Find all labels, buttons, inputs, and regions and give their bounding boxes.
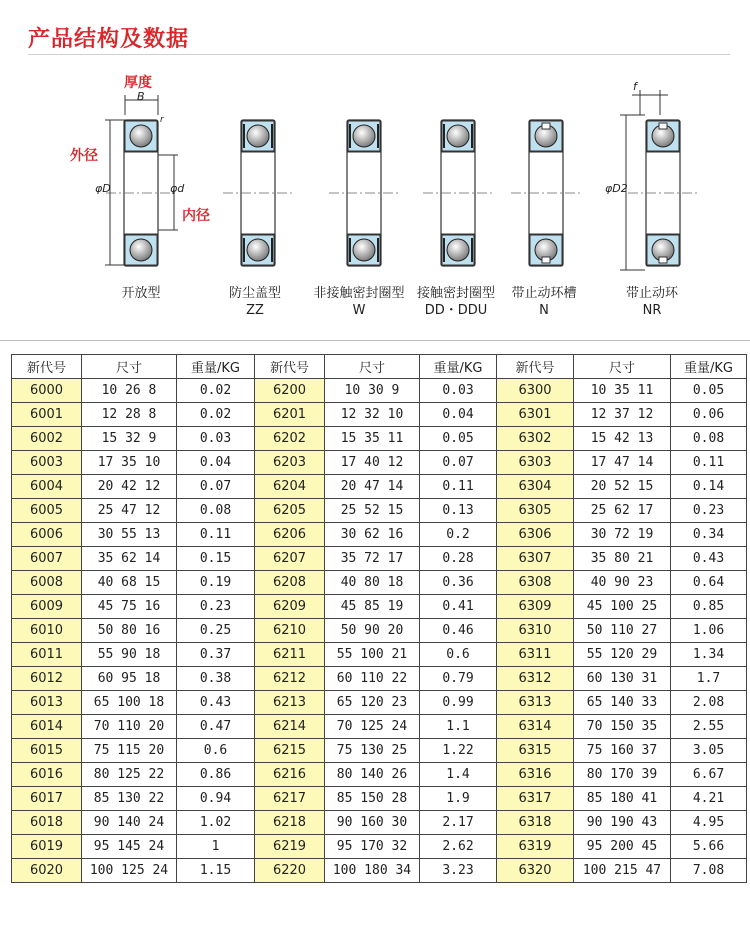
table-row — [12, 811, 747, 835]
dimension-d2-label: φD2 — [605, 182, 628, 195]
groove-nr — [659, 123, 667, 129]
cell-size: 90 140 24 — [82, 811, 177, 835]
cell-size: 17 40 12 — [325, 451, 420, 475]
cell-code: 6017 — [12, 787, 82, 811]
header-weight-1: 重量/KG — [177, 355, 255, 379]
header-weight-2: 重量/KG — [420, 355, 497, 379]
groove-n — [542, 257, 550, 263]
table-row — [12, 547, 747, 571]
cell-size: 40 68 15 — [82, 571, 177, 595]
dimension-bore-label: φd — [170, 182, 185, 195]
table-row — [12, 499, 747, 523]
cell-size: 12 28 8 — [82, 403, 177, 427]
cell-weight: 0.11 — [177, 523, 255, 547]
cell-weight: 3.05 — [671, 739, 747, 763]
ball-w — [353, 125, 375, 147]
table-row — [12, 379, 747, 403]
dimension-f-label: f — [633, 80, 637, 93]
cell-size: 40 80 18 — [325, 571, 420, 595]
cell-code: 6203 — [255, 451, 325, 475]
groove-nr — [659, 257, 667, 263]
cell-code: 6005 — [12, 499, 82, 523]
cell-code: 6010 — [12, 619, 82, 643]
cell-size: 10 30 9 — [325, 379, 420, 403]
cell-weight: 0.07 — [177, 475, 255, 499]
cell-weight: 0.14 — [671, 475, 747, 499]
cell-code: 6209 — [255, 595, 325, 619]
cell-code: 6217 — [255, 787, 325, 811]
cell-weight: 0.2 — [420, 523, 497, 547]
type-label-zz: 防尘盖型 ZZ — [228, 286, 281, 318]
cell-weight: 0.15 — [177, 547, 255, 571]
cell-size: 55 120 29 — [574, 643, 671, 667]
cell-weight: 0.04 — [420, 403, 497, 427]
inner-diameter-label: 内径 — [182, 208, 210, 224]
cell-code: 6219 — [255, 835, 325, 859]
cell-code: 6013 — [12, 691, 82, 715]
cell-size: 20 52 15 — [574, 475, 671, 499]
cell-size: 65 120 23 — [325, 691, 420, 715]
cell-size: 15 32 9 — [82, 427, 177, 451]
cell-weight: 0.85 — [671, 595, 747, 619]
table-row — [12, 763, 747, 787]
header-size-3: 尺寸 — [574, 355, 671, 379]
cell-size: 25 62 17 — [574, 499, 671, 523]
header-size-2: 尺寸 — [325, 355, 420, 379]
cell-code: 6014 — [12, 715, 82, 739]
cell-code: 6011 — [12, 643, 82, 667]
cell-code: 6202 — [255, 427, 325, 451]
cell-code: 6303 — [497, 451, 574, 475]
cell-size: 85 180 41 — [574, 787, 671, 811]
cell-weight: 1.1 — [420, 715, 497, 739]
table-row — [12, 643, 747, 667]
cell-code: 6211 — [255, 643, 325, 667]
ball-open — [130, 125, 152, 147]
cell-code: 6213 — [255, 691, 325, 715]
cell-size: 15 35 11 — [325, 427, 420, 451]
cell-weight: 1.9 — [420, 787, 497, 811]
cell-size: 90 160 30 — [325, 811, 420, 835]
cell-code: 6000 — [12, 379, 82, 403]
table-row — [12, 859, 747, 883]
cell-weight: 3.23 — [420, 859, 497, 883]
cell-code: 6309 — [497, 595, 574, 619]
cell-size: 95 145 24 — [82, 835, 177, 859]
table-row — [12, 595, 747, 619]
cell-weight: 0.25 — [177, 619, 255, 643]
cell-weight: 0.38 — [177, 667, 255, 691]
table-row — [12, 523, 747, 547]
cell-code: 6208 — [255, 571, 325, 595]
header-weight-3: 重量/KG — [671, 355, 747, 379]
cell-weight: 0.06 — [671, 403, 747, 427]
cell-code: 6015 — [12, 739, 82, 763]
cell-weight: 0.02 — [177, 403, 255, 427]
cell-weight: 0.03 — [177, 427, 255, 451]
cell-weight: 0.47 — [177, 715, 255, 739]
cell-weight: 0.36 — [420, 571, 497, 595]
cell-code: 6204 — [255, 475, 325, 499]
cell-weight: 2.55 — [671, 715, 747, 739]
cell-code: 6019 — [12, 835, 82, 859]
cell-size: 25 52 15 — [325, 499, 420, 523]
cell-weight: 0.05 — [671, 379, 747, 403]
cell-code: 6200 — [255, 379, 325, 403]
cell-code: 6319 — [497, 835, 574, 859]
cell-weight: 0.43 — [671, 547, 747, 571]
cell-code: 6201 — [255, 403, 325, 427]
thickness-label: 厚度 — [124, 75, 152, 91]
cell-size: 60 110 22 — [325, 667, 420, 691]
cell-code: 6218 — [255, 811, 325, 835]
cell-weight: 0.02 — [177, 379, 255, 403]
cell-size: 30 72 19 — [574, 523, 671, 547]
cell-weight: 1.7 — [671, 667, 747, 691]
cell-weight: 0.23 — [177, 595, 255, 619]
cell-size: 100 215 47 — [574, 859, 671, 883]
cell-size: 95 200 45 — [574, 835, 671, 859]
cell-code: 6312 — [497, 667, 574, 691]
cell-size: 70 150 35 — [574, 715, 671, 739]
cell-weight: 6.67 — [671, 763, 747, 787]
cell-code: 6311 — [497, 643, 574, 667]
header-code-2: 新代号 — [255, 355, 325, 379]
cell-size: 30 62 16 — [325, 523, 420, 547]
cell-code: 6310 — [497, 619, 574, 643]
cell-code: 6008 — [12, 571, 82, 595]
cell-size: 35 72 17 — [325, 547, 420, 571]
cell-size: 12 37 12 — [574, 403, 671, 427]
cell-code: 6216 — [255, 763, 325, 787]
cell-code: 6301 — [497, 403, 574, 427]
cell-size: 20 47 14 — [325, 475, 420, 499]
cell-size: 80 170 39 — [574, 763, 671, 787]
cell-weight: 1.4 — [420, 763, 497, 787]
ball-open — [130, 239, 152, 261]
table-row — [12, 667, 747, 691]
cell-weight: 0.08 — [671, 427, 747, 451]
cell-size: 20 42 12 — [82, 475, 177, 499]
radius-label: r — [160, 115, 164, 125]
cell-weight: 0.37 — [177, 643, 255, 667]
cell-weight: 0.46 — [420, 619, 497, 643]
cell-code: 6020 — [12, 859, 82, 883]
header-code-3: 新代号 — [497, 355, 574, 379]
cell-weight: 0.19 — [177, 571, 255, 595]
cell-size: 60 95 18 — [82, 667, 177, 691]
cell-size: 70 125 24 — [325, 715, 420, 739]
cell-size: 90 190 43 — [574, 811, 671, 835]
cell-code: 6313 — [497, 691, 574, 715]
table-row — [12, 715, 747, 739]
cell-size: 45 100 25 — [574, 595, 671, 619]
type-label-w: 非接触密封圈型 W — [313, 286, 405, 318]
cell-weight: 0.23 — [671, 499, 747, 523]
cell-size: 10 26 8 — [82, 379, 177, 403]
cell-weight: 0.11 — [420, 475, 497, 499]
cell-weight: 4.21 — [671, 787, 747, 811]
table-row — [12, 571, 747, 595]
cell-size: 55 100 21 — [325, 643, 420, 667]
table-row — [12, 475, 747, 499]
cell-code: 6007 — [12, 547, 82, 571]
dimension-d-label: φD — [95, 182, 111, 195]
outer-diameter-label: 外径 — [70, 148, 98, 164]
cell-code: 6302 — [497, 427, 574, 451]
cell-size: 70 110 20 — [82, 715, 177, 739]
cell-code: 6004 — [12, 475, 82, 499]
cell-code: 6220 — [255, 859, 325, 883]
cell-weight: 2.62 — [420, 835, 497, 859]
cell-size: 35 62 14 — [82, 547, 177, 571]
groove-n — [542, 123, 550, 129]
cell-weight: 0.41 — [420, 595, 497, 619]
cell-size: 60 130 31 — [574, 667, 671, 691]
cell-size: 100 125 24 — [82, 859, 177, 883]
ball-dd — [447, 125, 469, 147]
cell-weight: 1.15 — [177, 859, 255, 883]
cell-code: 6316 — [497, 763, 574, 787]
bearing-spec-table — [11, 354, 747, 883]
cell-weight: 1.02 — [177, 811, 255, 835]
cell-weight: 2.08 — [671, 691, 747, 715]
cell-weight: 0.43 — [177, 691, 255, 715]
cell-weight: 1.34 — [671, 643, 747, 667]
cell-weight: 7.08 — [671, 859, 747, 883]
table-row — [12, 739, 747, 763]
cell-code: 6207 — [255, 547, 325, 571]
cell-code: 6012 — [12, 667, 82, 691]
cell-code: 6306 — [497, 523, 574, 547]
cell-weight: 1 — [177, 835, 255, 859]
cell-size: 25 47 12 — [82, 499, 177, 523]
cell-weight: 0.04 — [177, 451, 255, 475]
cell-size: 35 80 21 — [574, 547, 671, 571]
cell-code: 6320 — [497, 859, 574, 883]
cell-size: 10 35 11 — [574, 379, 671, 403]
cell-code: 6003 — [12, 451, 82, 475]
table-row — [12, 619, 747, 643]
cell-code: 6215 — [255, 739, 325, 763]
cell-size: 85 150 28 — [325, 787, 420, 811]
ball-dd — [447, 239, 469, 261]
cell-weight: 1.22 — [420, 739, 497, 763]
cell-weight: 0.11 — [671, 451, 747, 475]
ball-w — [353, 239, 375, 261]
cell-code: 6009 — [12, 595, 82, 619]
cell-size: 15 42 13 — [574, 427, 671, 451]
cell-weight: 4.95 — [671, 811, 747, 835]
cell-weight: 0.08 — [177, 499, 255, 523]
section-divider — [0, 340, 750, 341]
cell-code: 6206 — [255, 523, 325, 547]
cell-code: 6205 — [255, 499, 325, 523]
cell-size: 50 80 16 — [82, 619, 177, 643]
table-row — [12, 787, 747, 811]
cell-size: 75 115 20 — [82, 739, 177, 763]
cell-weight: 0.13 — [420, 499, 497, 523]
cell-weight: 0.79 — [420, 667, 497, 691]
cell-size: 100 180 34 — [325, 859, 420, 883]
type-label-n: 带止动环槽 N — [511, 286, 577, 318]
cell-weight: 0.28 — [420, 547, 497, 571]
cell-code: 6315 — [497, 739, 574, 763]
cell-code: 6016 — [12, 763, 82, 787]
cell-weight: 0.6 — [177, 739, 255, 763]
cell-code: 6214 — [255, 715, 325, 739]
cell-weight: 0.94 — [177, 787, 255, 811]
cell-size: 45 75 16 — [82, 595, 177, 619]
cell-size: 45 85 19 — [325, 595, 420, 619]
table-row — [12, 835, 747, 859]
cell-weight: 0.86 — [177, 763, 255, 787]
cell-size: 80 140 26 — [325, 763, 420, 787]
cell-weight: 5.66 — [671, 835, 747, 859]
header-size-1: 尺寸 — [82, 355, 177, 379]
header-code-1: 新代号 — [12, 355, 82, 379]
cell-code: 6317 — [497, 787, 574, 811]
cell-code: 6002 — [12, 427, 82, 451]
table-row — [12, 427, 747, 451]
cell-size: 75 130 25 — [325, 739, 420, 763]
cell-code: 6314 — [497, 715, 574, 739]
cell-size: 50 90 20 — [325, 619, 420, 643]
table-header-row — [12, 355, 747, 379]
cell-weight: 0.07 — [420, 451, 497, 475]
cell-size: 85 130 22 — [82, 787, 177, 811]
cell-size: 65 140 33 — [574, 691, 671, 715]
title-divider — [28, 54, 730, 55]
cell-code: 6018 — [12, 811, 82, 835]
cell-code: 6304 — [497, 475, 574, 499]
dimension-b-label: B — [137, 90, 145, 103]
cell-size: 50 110 27 — [574, 619, 671, 643]
ball-zz — [247, 125, 269, 147]
cell-weight: 0.34 — [671, 523, 747, 547]
table-row — [12, 691, 747, 715]
cell-weight: 2.17 — [420, 811, 497, 835]
cell-size: 17 47 14 — [574, 451, 671, 475]
cell-code: 6318 — [497, 811, 574, 835]
cell-size: 65 100 18 — [82, 691, 177, 715]
cell-size: 95 170 32 — [325, 835, 420, 859]
cell-size: 17 35 10 — [82, 451, 177, 475]
bearing-diagrams — [0, 60, 750, 335]
cell-weight: 1.06 — [671, 619, 747, 643]
table-row — [12, 403, 747, 427]
cell-size: 75 160 37 — [574, 739, 671, 763]
cell-weight: 0.99 — [420, 691, 497, 715]
cell-weight: 0.03 — [420, 379, 497, 403]
type-label-nr: 带止动环 NR — [625, 286, 678, 318]
cell-code: 6300 — [497, 379, 574, 403]
cell-size: 12 32 10 — [325, 403, 420, 427]
cell-size: 55 90 18 — [82, 643, 177, 667]
type-label-open: 开放型 — [121, 286, 161, 301]
table-row — [12, 451, 747, 475]
cell-code: 6305 — [497, 499, 574, 523]
cell-code: 6212 — [255, 667, 325, 691]
cell-weight: 0.05 — [420, 427, 497, 451]
cell-code: 6001 — [12, 403, 82, 427]
cell-weight: 0.64 — [671, 571, 747, 595]
cell-code: 6210 — [255, 619, 325, 643]
type-label-dd: 接触密封圈型 DD・DDU — [416, 286, 495, 318]
cell-size: 80 125 22 — [82, 763, 177, 787]
ball-zz — [247, 239, 269, 261]
cell-code: 6308 — [497, 571, 574, 595]
cell-code: 6307 — [497, 547, 574, 571]
cell-size: 40 90 23 — [574, 571, 671, 595]
page-title: 产品结构及数据 — [28, 27, 190, 52]
cell-size: 30 55 13 — [82, 523, 177, 547]
cell-code: 6006 — [12, 523, 82, 547]
cell-weight: 0.6 — [420, 643, 497, 667]
